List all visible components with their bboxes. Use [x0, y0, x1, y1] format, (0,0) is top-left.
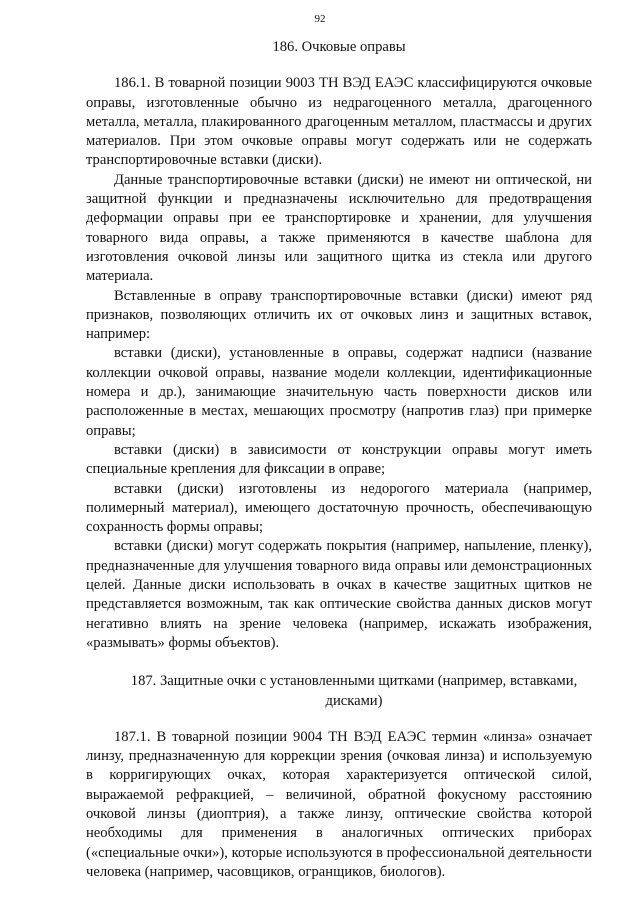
paragraph-186-1: 186.1. В товарной позиции 9003 ТН ВЭД ЕАЭС классифицируются очковые оправы, изготовленные обычно из недрагоценного металла, драгоценного металла, металла, плакированного драгоценным металлом, пластмассы и других материалов. При этом очковые оправы могут содержать или не содержать транспортировочные вставки (диски). — [86, 75, 592, 169]
paragraph-feature-material: вставки (диски) изготовлены из недорогого материала (например, полимерный материал), имеющего достаточную прочность, обеспечивающую сохранность формы оправы; — [86, 480, 592, 536]
paragraph-feature-inscriptions: вставки (диски), установленные в оправы, содержат надписи (название коллекции очковой оправы, название модели коллекции, идентификационные номера и др.), занимающие значительную часть поверхности дисков или расположенные в местах, мешающих просмотру (напротив глаз) при примерке оправы; — [86, 345, 592, 439]
section-187-heading: 187. Защитные очки с установленными щитками (например, вставками, дисками) — [130, 673, 578, 709]
paragraph-feature-coatings: вставки (диски) могут содержать покрытия (например, напыление, пленку), предназначенные для улучшения товарного вида оправы или демонстрационных целей. Данные диски использовать в очках в качестве защитных щитков не представляется возможным, так как оптические свойства данных дисков могут негативно влиять на зрение человека (например, искажать изображения, «размывать» формы объектов). — [86, 538, 592, 651]
document-body — [86, 38, 592, 882]
paragraph-transport-inserts: Данные транспортировочные вставки (диски) не имеют ни оптической, ни защитной функции и предназначены исключительно для предотвращения деформации оправы при ее транспортировке и хранении, для улучшения товарного вида оправы, а также применяются в качестве шаблона для изготовления очковой линзы или защитного щитка из стекла или другого материала. — [86, 171, 592, 285]
paragraph-inserts-features: Вставленные в оправу транспортировочные вставки (диски) имеют ряд признаков, позволяющих отличить их от очковых линз и защитных вставок, например: — [86, 287, 592, 343]
paragraph-feature-fasteners: вставки (диски) в зависимости от конструкции оправы могут иметь специальные крепления для фиксации в оправе; — [86, 441, 592, 478]
page-number: 92 — [314, 13, 326, 25]
section-186-heading: 186. Очковые оправы — [272, 39, 406, 55]
paragraph-187-1: 187.1. В товарной позиции 9004 ТН ВЭД ЕАЭС термин «линза» означает линзу, предназначенную для коррекции зрения (очковая линза) и используемую в корригирующих очках, которая характеризуется оптической силой, выражаемой рефракцией, – величиной, обратной фокусному расстоянию очковой линзы (диоптрия), а также линзу, оптические свойства которой необходимы для применения в аналогичных оптических приборах («специальные очки»), которые используются в профессиональной деятельности человека (например, часовщиков, огранщиков, биологов). — [86, 728, 592, 880]
